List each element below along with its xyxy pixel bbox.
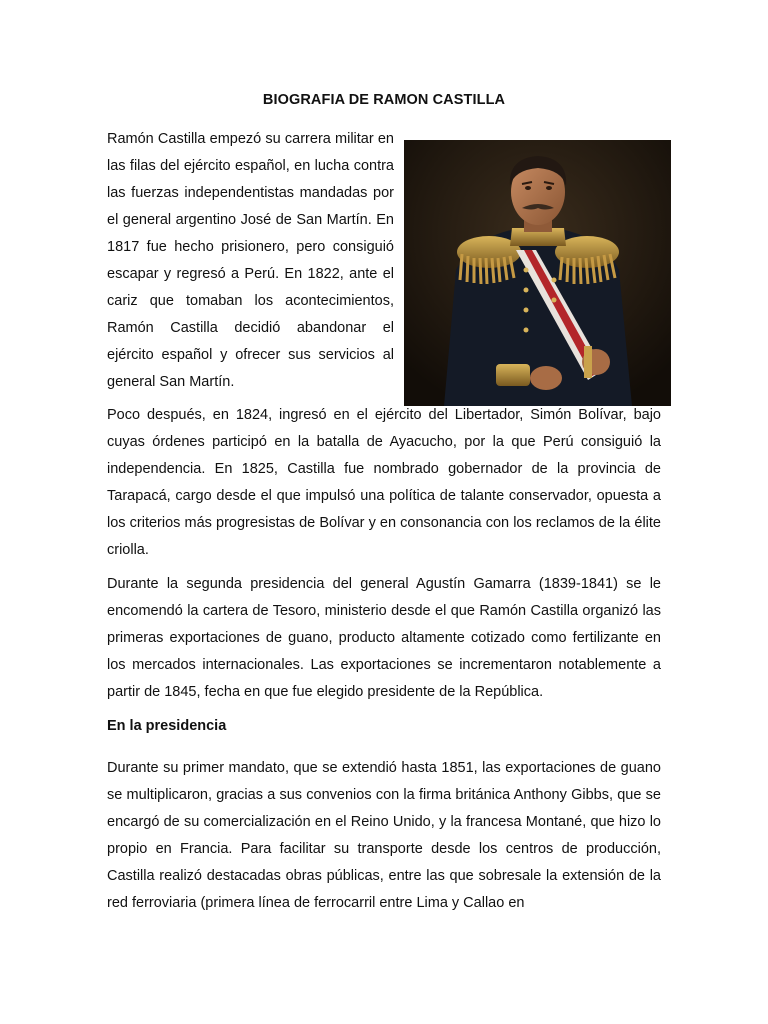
section-heading: En la presidencia [107, 718, 227, 734]
document-title: BIOGRAFIA DE RAMON CASTILLA [262, 92, 506, 108]
paragraph-2: Poco después, en 1824, ingresó en el ejército del Libertador, Simón Bolívar, bajo cuyas órdenes participó en la batalla de Ayacucho, por la que Perú consiguió la independencia. En 1825, Castilla fue nombrado gobernador de la provincia de Tarapacá, cargo desde el que impulsó una política de talante conservador, opuesta a los criterios más progresistas de Bolívar y en consonancia con los reclamos de la élite criolla. [107, 407, 661, 558]
portrait-image [404, 140, 671, 406]
paragraph-3: Durante la segunda presidencia del general Agustín Gamarra (1839-1841) se le encomendó la cartera de Tesoro, ministerio desde el que Ramón Castilla organizó las primeras exportaciones de guano, producto altamente cotizado como fertilizante en los mercados internacionales. Las exportaciones se incrementaron notablemente a partir de 1845, fecha en que fue elegido presidente de la República. [107, 576, 661, 700]
paragraph-1: Ramón Castilla empezó su carrera militar en las filas del ejército español, en lucha contra las fuerzas independentistas mandadas por el general argentino José de San Martín. En 1817 fue hecho prisionero, pero consiguió escapar y regresó a Perú. En 1822, ante el cariz que tomaban los acontecimientos, Ramón Castilla decidió abandonar el ejército español y ofrecer sus servicios al general San Martín. [107, 131, 394, 390]
section-paragraph: Durante su primer mandato, que se extendió hasta 1851, las exportaciones de guano se multiplicaron, gracias a sus convenios con la firma británica Anthony Gibbs, que se encargó de su comercialización en el Reino Unido, y la francesa Montané, que hizo lo propio en Francia. Para facilitar su transporte desde los centros de producción, Castilla realizó destacadas obras públicas, entre las que sobresale la extensión de la red ferroviaria (primera línea de ferrocarril entre Lima y Callao en [107, 760, 661, 911]
